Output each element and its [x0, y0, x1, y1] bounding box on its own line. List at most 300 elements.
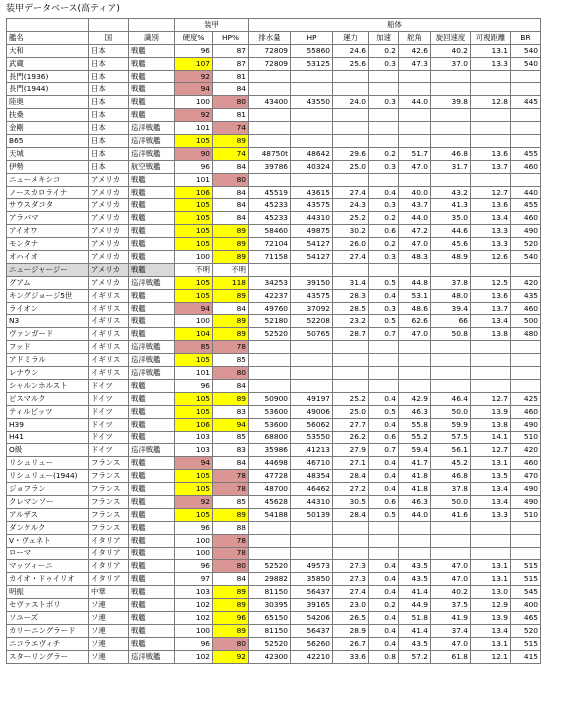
table-cell: 23.2 — [333, 315, 369, 328]
table-cell — [291, 109, 333, 122]
table-cell: ソ連 — [89, 599, 129, 612]
table-cell: 55860 — [291, 44, 333, 57]
table-cell: 85 — [213, 495, 249, 508]
table-cell: 55.2 — [399, 431, 431, 444]
ship-name-cell: フッド — [7, 341, 89, 354]
table-cell: 航空戦艦 — [129, 160, 175, 173]
table-row — [7, 302, 541, 315]
table-cell: 40324 — [291, 160, 333, 173]
table-cell — [369, 70, 399, 83]
table-cell: 89 — [213, 624, 249, 637]
table-cell — [471, 83, 511, 96]
table-cell: 84 — [213, 302, 249, 315]
table-cell: 0.2 — [369, 147, 399, 160]
table-cell: 13.4 — [471, 315, 511, 328]
table-cell: 0.3 — [369, 160, 399, 173]
table-cell: アメリカ — [89, 212, 129, 225]
table-cell: 72809 — [249, 44, 291, 57]
table-cell: 92 — [175, 70, 213, 83]
table-cell: 78 — [213, 341, 249, 354]
table-cell: 戦艦 — [129, 624, 175, 637]
table-cell: 26.5 — [333, 611, 369, 624]
table-cell: 96 — [175, 560, 213, 573]
table-cell — [249, 173, 291, 186]
table-cell: 74 — [213, 122, 249, 135]
table-cell: 0.4 — [369, 418, 399, 431]
table-cell: 510 — [511, 508, 541, 521]
table-cell: 30.2 — [333, 225, 369, 238]
table-cell: 戦艦 — [129, 599, 175, 612]
table-cell: 45233 — [249, 212, 291, 225]
table-cell: 28.9 — [333, 624, 369, 637]
table-cell: 0.3 — [369, 302, 399, 315]
ship-name-cell: 天城 — [7, 147, 89, 160]
table-cell — [249, 341, 291, 354]
table-cell — [471, 173, 511, 186]
ship-name-cell: ビスマルク — [7, 392, 89, 405]
table-cell: 43575 — [291, 289, 333, 302]
ship-name-cell: スターリングラー — [7, 650, 89, 663]
table-cell: 48.9 — [431, 251, 471, 264]
table-cell: 92 — [175, 495, 213, 508]
table-cell — [431, 135, 471, 148]
table-cell: 44698 — [249, 457, 291, 470]
table-cell: フランス — [89, 521, 129, 534]
table-cell: 445 — [511, 96, 541, 109]
table-cell: 96 — [175, 521, 213, 534]
table-row — [7, 405, 541, 418]
table-cell — [249, 122, 291, 135]
table-cell: 49006 — [291, 405, 333, 418]
table-cell — [291, 341, 333, 354]
ship-name-cell: N3 — [7, 315, 89, 328]
table-cell: イギリス — [89, 341, 129, 354]
table-cell: 日本 — [89, 135, 129, 148]
table-cell: イギリス — [89, 328, 129, 341]
table-cell: 46.3 — [399, 495, 431, 508]
table-cell: 84 — [213, 573, 249, 586]
table-cell: 戦艦 — [129, 96, 175, 109]
table-cell: 59.9 — [431, 418, 471, 431]
table-cell — [471, 547, 511, 560]
table-row — [7, 328, 541, 341]
table-cell — [399, 547, 431, 560]
table-cell: 44.6 — [431, 225, 471, 238]
table-cell: 0.3 — [369, 96, 399, 109]
table-row — [7, 160, 541, 173]
table-cell: 480 — [511, 328, 541, 341]
ship-name-cell: ライオン — [7, 302, 89, 315]
ship-name-cell: H39 — [7, 418, 89, 431]
table-cell: 43.5 — [399, 573, 431, 586]
table-cell: 13.7 — [471, 302, 511, 315]
table-cell — [399, 379, 431, 392]
table-cell: 0.3 — [369, 199, 399, 212]
table-cell: 27.4 — [333, 586, 369, 599]
table-cell: 25.0 — [333, 160, 369, 173]
table-cell — [249, 135, 291, 148]
ship-name-cell: B65 — [7, 135, 89, 148]
table-cell — [333, 367, 369, 380]
table-cell: 490 — [511, 225, 541, 238]
table-cell — [471, 341, 511, 354]
table-cell: ソ連 — [89, 624, 129, 637]
table-cell: 89 — [213, 225, 249, 238]
table-cell: 85 — [175, 341, 213, 354]
table-row — [7, 251, 541, 264]
table-cell — [471, 122, 511, 135]
table-cell: 0.4 — [369, 624, 399, 637]
table-cell: 41.3 — [431, 199, 471, 212]
table-cell: 455 — [511, 199, 541, 212]
table-cell: 96 — [175, 379, 213, 392]
table-cell: 日本 — [89, 83, 129, 96]
table-cell: 43.5 — [399, 560, 431, 573]
table-cell: 戦艦 — [129, 431, 175, 444]
table-cell: 24.0 — [333, 96, 369, 109]
table-cell: 84 — [213, 83, 249, 96]
table-cell: フランス — [89, 508, 129, 521]
table-cell: 45519 — [249, 186, 291, 199]
table-cell: 56437 — [291, 586, 333, 599]
ship-name-cell: クレマンソー — [7, 495, 89, 508]
table-cell: 53600 — [249, 405, 291, 418]
table-row — [7, 367, 541, 380]
table-cell: イギリス — [89, 367, 129, 380]
table-cell: 戦艦 — [129, 573, 175, 586]
table-cell: 57.5 — [431, 431, 471, 444]
table-cell: 42.9 — [399, 392, 431, 405]
table-cell: 515 — [511, 573, 541, 586]
table-cell — [249, 109, 291, 122]
table-cell: 48354 — [291, 470, 333, 483]
table-cell: 97 — [175, 573, 213, 586]
table-cell: 48.0 — [431, 289, 471, 302]
table-cell: 0.7 — [369, 444, 399, 457]
table-cell: 100 — [175, 251, 213, 264]
column-header: 国 — [89, 31, 129, 44]
table-cell: 57.2 — [399, 650, 431, 663]
table-cell: 40.2 — [431, 44, 471, 57]
ship-name-cell: 大和 — [7, 44, 89, 57]
table-cell: 56437 — [291, 624, 333, 637]
table-cell — [399, 109, 431, 122]
table-cell: 0.2 — [369, 44, 399, 57]
ship-name-cell: 陸奥 — [7, 96, 89, 109]
table-cell: アメリカ — [89, 225, 129, 238]
table-cell — [333, 534, 369, 547]
table-cell: 43.7 — [399, 199, 431, 212]
table-cell: 28.4 — [333, 508, 369, 521]
table-cell: 54127 — [291, 251, 333, 264]
table-cell: 460 — [511, 212, 541, 225]
table-cell: 13.9 — [471, 611, 511, 624]
table-cell — [511, 109, 541, 122]
table-cell: 29882 — [249, 573, 291, 586]
table-cell: 66 — [431, 315, 471, 328]
table-cell — [511, 263, 541, 276]
table-cell — [471, 135, 511, 148]
table-cell: アメリカ — [89, 186, 129, 199]
table-cell — [511, 122, 541, 135]
table-cell: 戦艦 — [129, 586, 175, 599]
table-cell: 84 — [213, 160, 249, 173]
table-cell: 24.6 — [333, 44, 369, 57]
table-cell: 35986 — [249, 444, 291, 457]
table-cell: 94 — [175, 83, 213, 96]
table-cell: ドイツ — [89, 444, 129, 457]
table-cell: 13.8 — [471, 328, 511, 341]
table-cell: 74 — [213, 147, 249, 160]
table-cell: 52180 — [249, 315, 291, 328]
table-cell: 39.4 — [431, 302, 471, 315]
table-cell — [291, 173, 333, 186]
table-cell: 520 — [511, 238, 541, 251]
ship-name-cell: ニュージャージー — [7, 263, 89, 276]
table-cell: 43550 — [291, 96, 333, 109]
table-cell: 43615 — [291, 186, 333, 199]
table-cell: 103 — [175, 586, 213, 599]
blank-cell — [129, 19, 175, 32]
table-cell: 81 — [213, 109, 249, 122]
table-cell: 89 — [213, 586, 249, 599]
table-cell: 46.8 — [431, 470, 471, 483]
table-cell: イギリス — [89, 315, 129, 328]
table-cell: 12.7 — [471, 186, 511, 199]
ship-name-cell: レナウン — [7, 367, 89, 380]
table-cell: 44.0 — [399, 96, 431, 109]
table-cell: 戦艦 — [129, 57, 175, 70]
table-cell — [399, 341, 431, 354]
table-cell: 43400 — [249, 96, 291, 109]
table-cell: 460 — [511, 457, 541, 470]
table-row — [7, 57, 541, 70]
table-cell: 46.4 — [431, 392, 471, 405]
ship-name-cell: モンタナ — [7, 238, 89, 251]
table-cell: 戦艦 — [129, 83, 175, 96]
table-cell: 37.8 — [431, 276, 471, 289]
table-cell: 戦艦 — [129, 508, 175, 521]
table-cell: 105 — [175, 212, 213, 225]
table-cell: 巡洋戦艦 — [129, 367, 175, 380]
table-cell — [399, 173, 431, 186]
table-cell: 515 — [511, 560, 541, 573]
table-cell: 25.6 — [333, 57, 369, 70]
ship-name-cell: リシュリュー(1944) — [7, 470, 89, 483]
table-cell: 470 — [511, 470, 541, 483]
table-cell: 78 — [213, 547, 249, 560]
table-cell: 435 — [511, 289, 541, 302]
ship-name-cell: グアム — [7, 276, 89, 289]
table-cell: 27.4 — [333, 186, 369, 199]
table-row — [7, 354, 541, 367]
table-cell — [511, 534, 541, 547]
table-cell — [333, 70, 369, 83]
table-cell: 465 — [511, 611, 541, 624]
table-cell: 日本 — [89, 122, 129, 135]
table-cell: 日本 — [89, 57, 129, 70]
table-row — [7, 431, 541, 444]
table-cell: 戦艦 — [129, 547, 175, 560]
table-cell: ドイツ — [89, 379, 129, 392]
table-cell: 41.6 — [431, 508, 471, 521]
table-cell: 55.8 — [399, 418, 431, 431]
table-cell — [291, 83, 333, 96]
ship-name-cell: O級 — [7, 444, 89, 457]
table-cell: 12.5 — [471, 276, 511, 289]
table-cell — [471, 521, 511, 534]
table-cell: 33.6 — [333, 650, 369, 663]
table-cell: 51.7 — [399, 147, 431, 160]
table-cell: 13.4 — [471, 624, 511, 637]
table-cell: 49197 — [291, 392, 333, 405]
table-cell — [291, 547, 333, 560]
table-cell: 107 — [175, 57, 213, 70]
table-row — [7, 624, 541, 637]
table-cell — [249, 521, 291, 534]
table-cell: 80 — [213, 367, 249, 380]
table-cell: 34253 — [249, 276, 291, 289]
table-cell: 戦艦 — [129, 637, 175, 650]
table-cell — [369, 109, 399, 122]
table-cell: ドイツ — [89, 431, 129, 444]
table-row — [7, 611, 541, 624]
table-cell: 440 — [511, 186, 541, 199]
table-cell — [333, 135, 369, 148]
table-cell: 日本 — [89, 44, 129, 57]
table-cell: 13.3 — [471, 238, 511, 251]
table-cell — [431, 83, 471, 96]
table-cell — [431, 122, 471, 135]
table-cell: 不明 — [175, 263, 213, 276]
table-cell: 54127 — [291, 238, 333, 251]
table-cell: 80 — [213, 173, 249, 186]
table-cell: 31.4 — [333, 276, 369, 289]
table-cell: 101 — [175, 122, 213, 135]
table-cell: 80 — [213, 637, 249, 650]
table-cell: 37.5 — [431, 599, 471, 612]
table-cell: 460 — [511, 302, 541, 315]
table-row — [7, 637, 541, 650]
table-cell: ソ連 — [89, 650, 129, 663]
table-cell: 日本 — [89, 160, 129, 173]
table-cell — [399, 367, 431, 380]
table-cell — [369, 122, 399, 135]
table-cell — [511, 341, 541, 354]
table-cell: 89 — [213, 599, 249, 612]
table-cell: 40.2 — [431, 586, 471, 599]
table-cell — [249, 354, 291, 367]
blank-cell — [7, 19, 89, 32]
table-cell — [399, 122, 431, 135]
table-cell: 100 — [175, 547, 213, 560]
column-header: 旋回速度 — [431, 31, 471, 44]
table-cell: 62.6 — [399, 315, 431, 328]
table-cell: 105 — [175, 508, 213, 521]
table-cell — [333, 173, 369, 186]
table-cell: 37092 — [291, 302, 333, 315]
table-cell: 30395 — [249, 599, 291, 612]
table-cell: 47.0 — [431, 637, 471, 650]
table-cell — [291, 122, 333, 135]
table-cell: 13.5 — [471, 470, 511, 483]
table-cell: フランス — [89, 457, 129, 470]
table-cell: 13.6 — [471, 147, 511, 160]
table-cell: 83 — [213, 405, 249, 418]
table-row — [7, 83, 541, 96]
table-cell: 45628 — [249, 495, 291, 508]
table-cell: 52520 — [249, 560, 291, 573]
table-cell: 105 — [175, 470, 213, 483]
table-cell: 78 — [213, 534, 249, 547]
column-header: BR — [511, 31, 541, 44]
table-cell: 44.8 — [399, 276, 431, 289]
table-cell — [471, 379, 511, 392]
table-cell: 106 — [175, 186, 213, 199]
table-row — [7, 444, 541, 457]
table-row — [7, 70, 541, 83]
table-cell: 105 — [175, 405, 213, 418]
table-cell: 39.8 — [431, 96, 471, 109]
table-cell: 13.4 — [471, 495, 511, 508]
table-cell: 540 — [511, 251, 541, 264]
table-cell: 415 — [511, 650, 541, 663]
table-cell: 日本 — [89, 70, 129, 83]
table-cell — [369, 135, 399, 148]
table-cell: 0.4 — [369, 470, 399, 483]
table-cell: 89 — [213, 289, 249, 302]
table-cell: 46.8 — [431, 147, 471, 160]
table-row — [7, 483, 541, 496]
table-cell: 96 — [213, 611, 249, 624]
table-cell: 41.4 — [399, 586, 431, 599]
table-cell: 102 — [175, 650, 213, 663]
table-row — [7, 508, 541, 521]
table-cell: 45.6 — [431, 238, 471, 251]
ship-name-cell: 扶桑 — [7, 109, 89, 122]
table-cell: 28.7 — [333, 328, 369, 341]
table-cell — [471, 109, 511, 122]
table-cell — [291, 379, 333, 392]
table-cell: 0.4 — [369, 289, 399, 302]
table-row — [7, 379, 541, 392]
table-cell: 13.1 — [471, 637, 511, 650]
table-cell: 戦艦 — [129, 70, 175, 83]
table-cell: 31.7 — [431, 160, 471, 173]
table-cell: 0.8 — [369, 650, 399, 663]
table-cell — [511, 379, 541, 392]
table-cell: 68800 — [249, 431, 291, 444]
table-cell: 50.0 — [431, 405, 471, 418]
table-cell: 81150 — [249, 624, 291, 637]
table-cell: 490 — [511, 483, 541, 496]
table-cell: アメリカ — [89, 263, 129, 276]
table-cell: 0.6 — [369, 431, 399, 444]
table-cell: 13.1 — [471, 457, 511, 470]
table-cell: イギリス — [89, 289, 129, 302]
table-row — [7, 495, 541, 508]
table-cell: 515 — [511, 637, 541, 650]
ship-name-cell: サウスダコタ — [7, 199, 89, 212]
table-cell: アメリカ — [89, 276, 129, 289]
table-cell: 52520 — [249, 328, 291, 341]
table-cell: 戦艦 — [129, 418, 175, 431]
table-cell: 37.4 — [431, 624, 471, 637]
table-cell: 510 — [511, 431, 541, 444]
table-cell: 56062 — [291, 418, 333, 431]
table-cell: 13.4 — [471, 212, 511, 225]
ship-name-cell: V・ヴェネト — [7, 534, 89, 547]
